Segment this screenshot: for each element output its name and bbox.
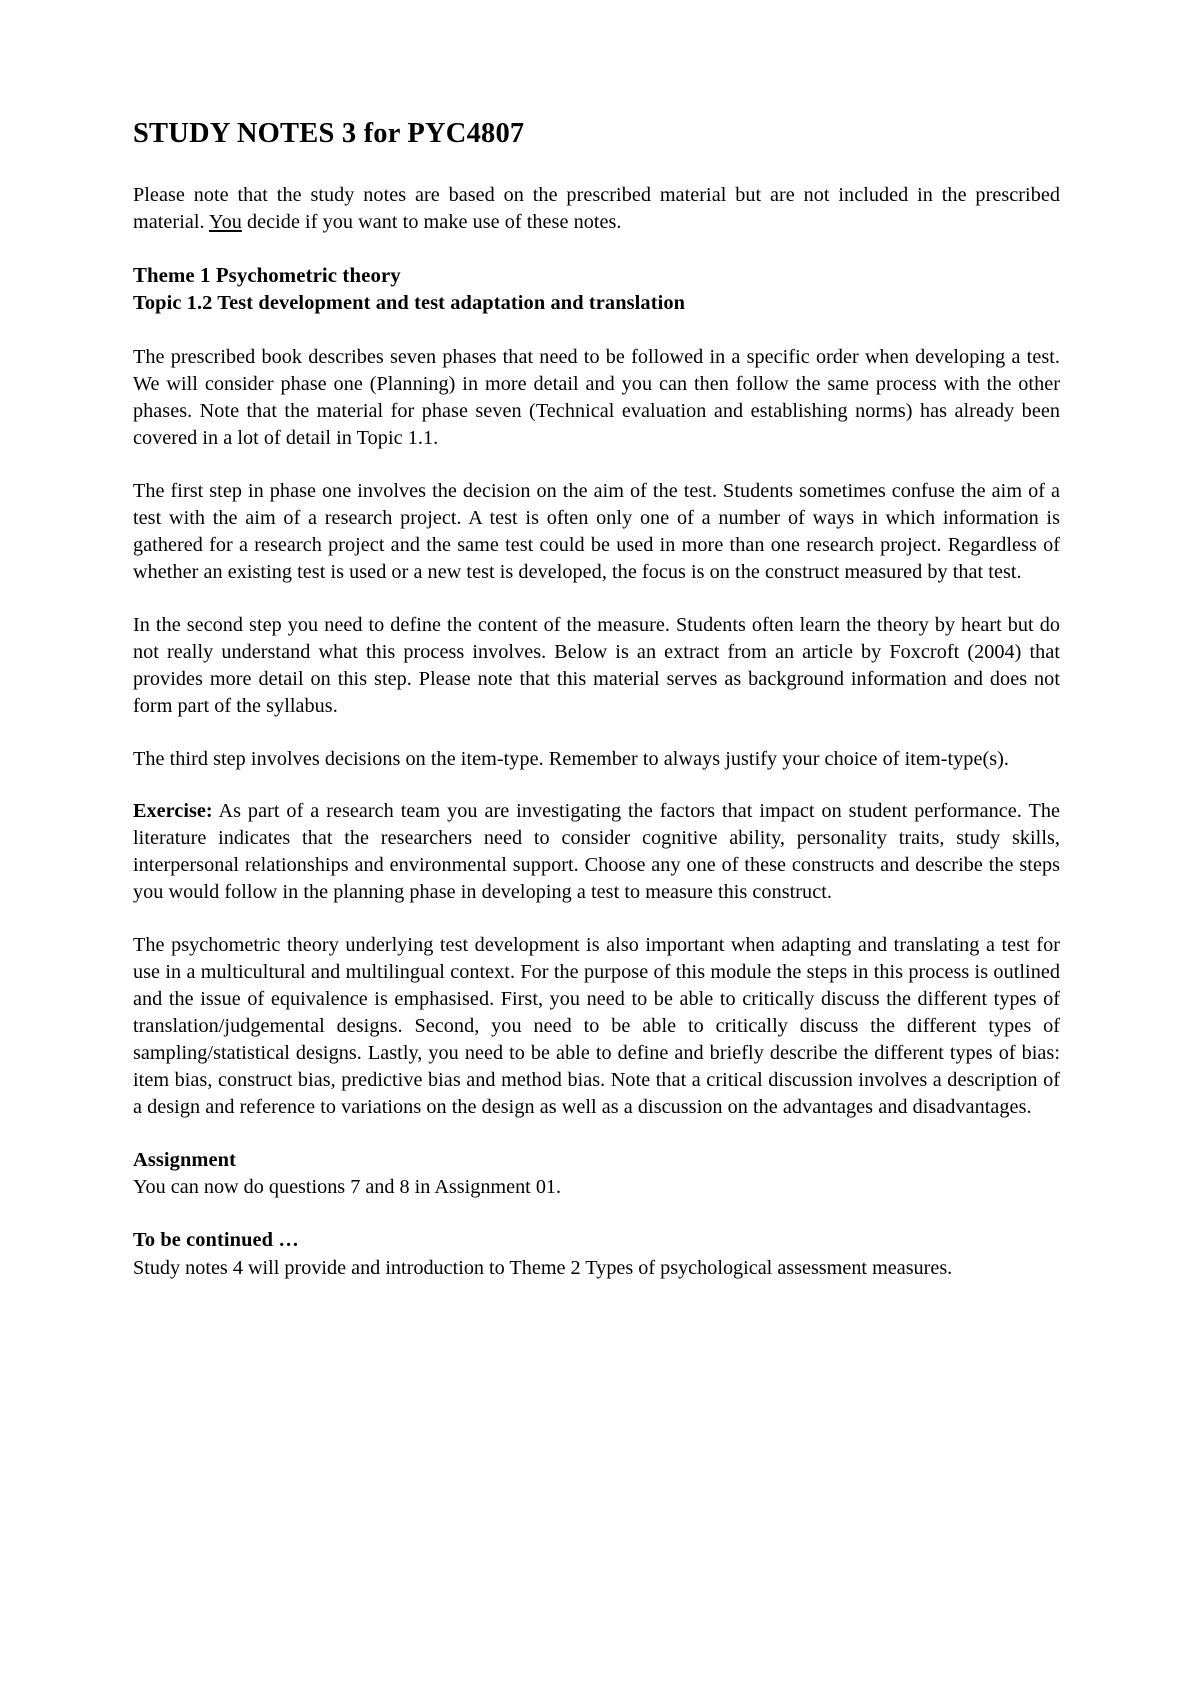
intro-text-before: Please note that the study notes are based on the prescribed material but are not included in the prescribed material. xyxy=(133,183,1060,233)
continued-heading: To be continued … xyxy=(133,1229,299,1252)
page-title: STUDY NOTES 3 for PYC4807 xyxy=(133,118,525,149)
assignment-heading: Assignment xyxy=(133,1149,236,1172)
intro-paragraph xyxy=(133,182,1060,236)
exercise-label: Exercise: xyxy=(133,800,213,823)
body-paragraph: The prescribed book describes seven phases that need to be followed in a specific order when developing a test. We will consider phase one (Planning) in more detail and you can then follow the same process with the other phases. Note that the material for phase seven (Technical evaluation and establishing norms) has already been covered in a lot of detail in Topic 1.1. xyxy=(133,345,1060,449)
theme-heading: Theme 1 Psychometric theory xyxy=(133,263,401,287)
assignment-block xyxy=(133,1147,1060,1201)
continued-block xyxy=(133,1227,1060,1281)
body-paragraph: The third step involves decisions on the item-type. Remember to always justify your choice of item-type(s). xyxy=(133,747,1010,770)
exercise-text: As part of a research team you are investigating the factors that impact on student performance. The literature indicates that the researchers need to consider cognitive ability, personality traits, study skills, interpersonal relationships and environmental support. Choose any one of these constructs and describe the steps you would follow in the planning phase in developing a test to measure this construct. xyxy=(133,800,1060,904)
closing-paragraph: The psychometric theory underlying test development is also important when adapting and translating a test for use in a multicultural and multilingual context. For the purpose of this module the steps in this process is outlined and the issue of equivalence is emphasised. First, you need to be able to critically discuss the different types of translation/judgemental designs. Second, you need to be able to critically discuss the different types of sampling/statistical designs. Lastly, you need to be able to define and briefly describe the different types of bias: item bias, construct bias, predictive bias and method bias. Note that a critical discussion involves a description of a design and reference to variations on the design as well as a discussion on the advantages and disadvantages. xyxy=(133,934,1060,1119)
topic-heading: Topic 1.2 Test development and test adaptation and translation xyxy=(133,292,686,315)
body-paragraph: In the second step you need to define the content of the measure. Students often learn the theory by heart but do not really understand what this process involves. Below is an extract from an article by Foxcroft (2004) that provides more detail on this step. Please note that this material serves as background information and does not form part of the syllabus. xyxy=(133,613,1060,717)
theme-heading-block xyxy=(133,262,1060,318)
continued-text: Study notes 4 will provide and introduction to Theme 2 Types of psychological assessment measures. xyxy=(133,1256,953,1279)
assignment-text: You can now do questions 7 and 8 in Assignment 01. xyxy=(133,1176,562,1199)
intro-underlined-word: You xyxy=(208,210,242,233)
intro-text-after: decide if you want to make use of these notes. xyxy=(241,210,622,233)
exercise-paragraph xyxy=(133,798,1060,906)
body-paragraph: The first step in phase one involves the decision on the aim of the test. Students sometimes confuse the aim of a test with the aim of a research project. A test is often only one of a number of ways in which information is gathered for a research project and the same test could be used in more than one research project. Regardless of whether an existing test is used or a new test is developed, the focus is on the construct measured by that test. xyxy=(133,479,1060,583)
